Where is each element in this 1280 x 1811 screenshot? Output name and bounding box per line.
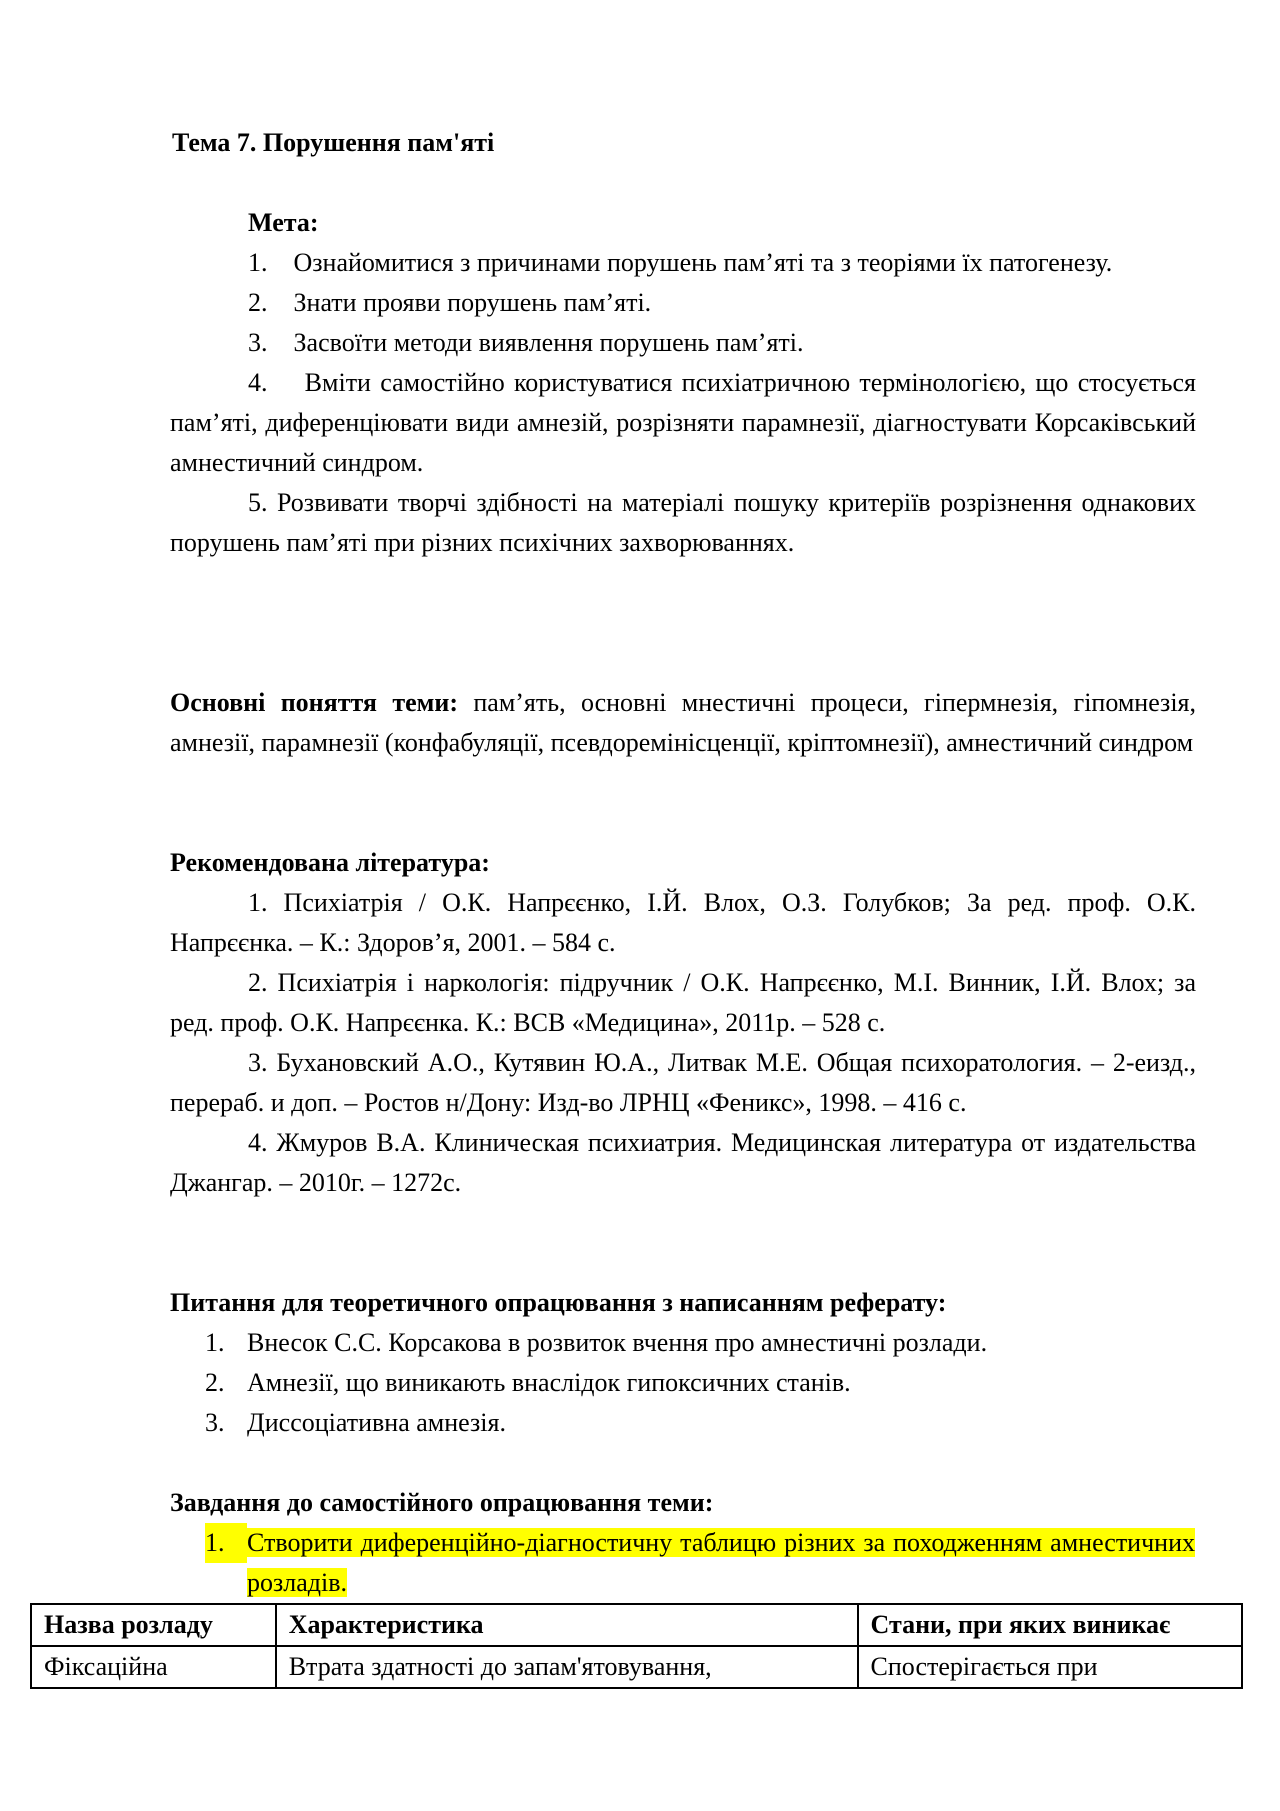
questions-heading: Питання для теоретичного опрацювання з написанням реферату:: [170, 1288, 947, 1317]
goal-item-1: 1. Ознайомитися з причинами порушень пам’яті та з теоріями їх патогенезу.: [248, 248, 1113, 277]
literature-item-2: 2. Психіатрія і наркологія: підручник / О.К. Напрєєнко, М.І. Винник, І.Й. Влох; за ред. проф. О.К. Напрєєнка. К.: ВСВ «Медицина», 2011р. – 528 с.: [170, 968, 1196, 1037]
table-header-row: [31, 1604, 1242, 1646]
page-title: Тема 7. Порушення пам'яті: [172, 128, 495, 157]
table-cell: Втрата здатності до запам'ятовування,: [276, 1646, 858, 1688]
amnesia-table: [30, 1603, 1243, 1689]
goal-item-5: 5. Розвивати творчі здібності на матеріалі пошуку критеріїв розрізнення однакових порушень пам’яті при різних психічних захворюваннях.: [170, 488, 1196, 557]
goal-list: [170, 243, 1196, 563]
tasks-list: [205, 1523, 1195, 1603]
literature-item-4: 4. Жмуров В.А. Клиническая психиатрия. Медицинская литература от издательства Джангар. – 2010г. – 1272с.: [170, 1128, 1196, 1197]
table-cell: Фіксаційна: [31, 1646, 276, 1688]
table-header-name: Назва розладу: [31, 1604, 276, 1646]
table-row: [31, 1646, 1242, 1688]
question-item-1: 1. Внесок С.С. Корсакова в розвиток вчення про амнестичні розлади.: [205, 1328, 988, 1357]
question-item-2: 2. Амнезії, що виникають внаслідок гипоксичних станів.: [205, 1368, 851, 1397]
table-header-conditions: Стани, при яких виникає: [858, 1604, 1242, 1646]
task-item-1: 1. Створити диференційно-діагностичну таблицю різних за походженням амнестичних розладів.: [205, 1523, 1195, 1603]
goal-item-3: 3. Засвоїти методи виявлення порушень пам’яті.: [248, 328, 804, 357]
concepts-label: Основні поняття теми:: [170, 688, 458, 717]
concepts-paragraph: [170, 683, 1196, 763]
goal-item-2: 2. Знати прояви порушень пам’яті.: [248, 288, 652, 317]
literature-heading: Рекомендована література:: [170, 848, 490, 877]
goal-heading: Мета:: [248, 208, 319, 237]
literature-list: [170, 883, 1196, 1203]
question-item-3: 3. Диссоціативна амнезія.: [205, 1408, 506, 1437]
concepts-text: пам’ять, основні мнестичні процеси, гіпермнезія, гіпомнезія, амнезії, парамнезії (конфабуляції, псевдоремінісценції, кріптомнезії), амнестичний синдром: [170, 688, 1197, 757]
goal-item-4: 4. Вміти самостійно користуватися психіатричною термінологією, що стосується пам’яті, диференціювати види амнезій, розрізняти парамнезії, діагностувати Корсаківський амнестичний синдром.: [170, 368, 1196, 477]
task-item-1-text: Створити диференційно-діагностичну таблицю різних за походженням амнестичних розладів.: [247, 1528, 1195, 1597]
questions-list: [205, 1323, 1195, 1443]
literature-item-1: 1. Психіатрія / О.К. Напрєєнко, І.Й. Влох, О.З. Голубков; За ред. проф. О.К. Напрєєнка. – К.: Здоров’я, 2001. – 584 с.: [170, 888, 1196, 957]
tasks-heading: Завдання до самостійного опрацювання теми:: [170, 1488, 714, 1517]
table-cell: Спостерігається при: [858, 1646, 1242, 1688]
table-header-characteristic: Характеристика: [276, 1604, 858, 1646]
literature-item-3: 3. Бухановский А.О., Кутявин Ю.А., Литвак М.Е. Общая психоратология. – 2-еизд., перераб. и доп. – Ростов н/Дону: Изд-во ЛРНЦ «Феникс», 1998. – 416 с.: [170, 1048, 1196, 1117]
